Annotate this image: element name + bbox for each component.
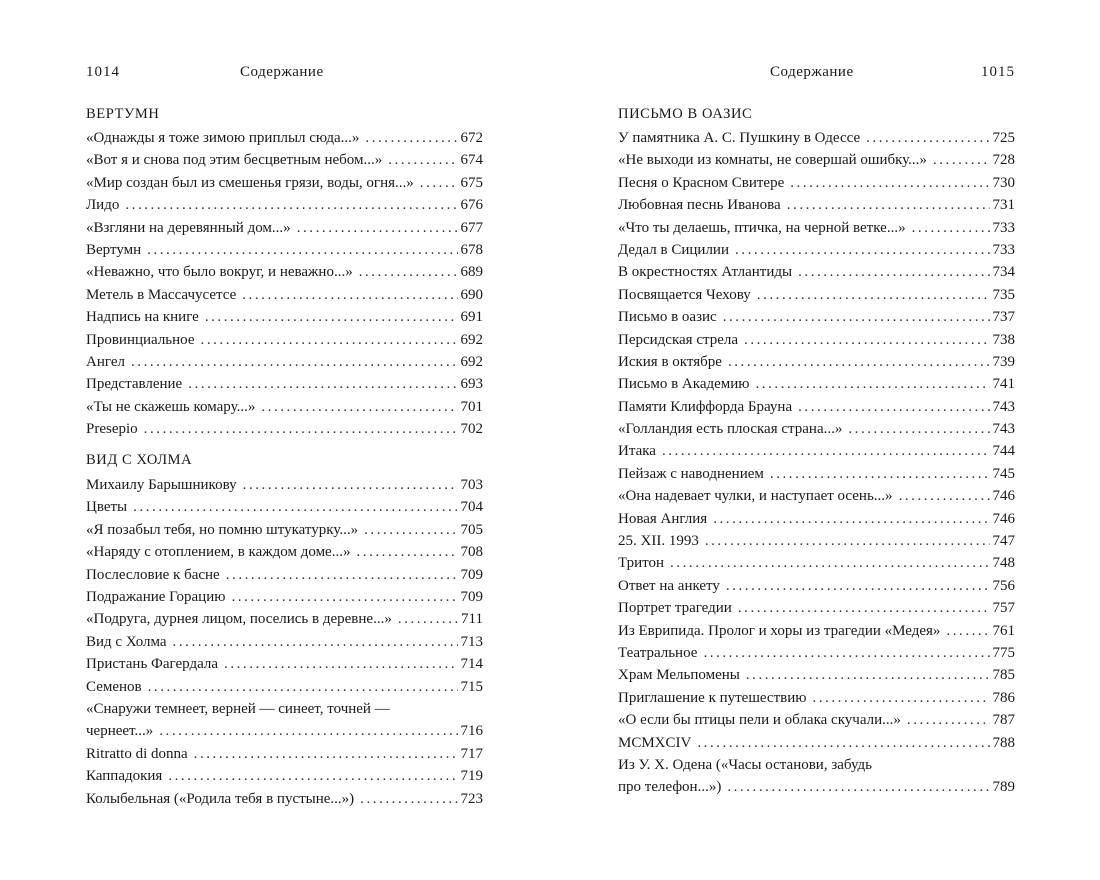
dot-leader: [231, 586, 457, 608]
toc-entry: [86, 631, 483, 653]
toc-page-number: 709: [460, 566, 483, 583]
toc-entry-title: Письмо в Академию: [618, 376, 750, 393]
toc-entry: [86, 127, 483, 149]
toc-entry: [86, 329, 483, 351]
toc-entry-title: «Я позабыл тебя, но помню штукатурку...»: [86, 521, 359, 538]
dot-leader: [188, 373, 457, 395]
toc-page-number: 714: [460, 656, 483, 673]
toc-page-number: 731: [992, 197, 1015, 214]
toc-entry-title: Цветы: [86, 499, 128, 516]
dot-leader: [907, 709, 990, 731]
page-number: 1015: [981, 64, 1015, 80]
dot-leader: [787, 194, 990, 216]
toc-list: [618, 127, 1015, 799]
dot-leader: [866, 127, 989, 149]
running-head: [86, 64, 483, 86]
toc-entry: [86, 306, 483, 328]
toc-entry: [618, 306, 1015, 328]
dot-leader: [159, 720, 457, 742]
toc-entry: [618, 373, 1015, 395]
right-page: [618, 0, 1015, 880]
dot-leader: [756, 373, 990, 395]
toc-entry: [86, 194, 483, 216]
toc-entry-title: Памяти Клиффорда Брауна: [618, 398, 793, 415]
toc-entry: [618, 530, 1015, 552]
running-head-title: Содержание: [770, 64, 854, 80]
page-number: 1014: [86, 64, 120, 80]
toc-page-number: 745: [992, 465, 1015, 482]
dot-leader: [790, 172, 989, 194]
dot-leader: [133, 496, 457, 518]
toc-entry: [618, 575, 1015, 597]
toc-entry-title: Семенов: [86, 678, 142, 695]
toc-entry-title: Из У. Х. Одена («Часы останови, забудь: [618, 756, 872, 773]
toc-entry-title: «Что ты делаешь, птичка, на черной ветке...»: [618, 219, 906, 236]
toc-page-number: 719: [460, 768, 483, 785]
toc-page-number: 713: [460, 633, 483, 650]
toc-entry: [86, 396, 483, 418]
toc-entry-title: Провинциальное: [86, 331, 195, 348]
toc-entry-title: Посвящается Чехову: [618, 286, 751, 303]
toc-page-number: 728: [992, 152, 1015, 169]
toc-entry-title: Иския в октябре: [618, 353, 722, 370]
dot-leader: [205, 306, 458, 328]
dot-leader: [723, 306, 990, 328]
toc-entry-title: «Неважно, что было вокруг, и неважно...»: [86, 264, 353, 281]
toc-entry-title: «Наряду с отоплением, в каждом доме...»: [86, 544, 351, 561]
dot-leader: [798, 396, 989, 418]
dot-leader: [420, 172, 458, 194]
toc-entry-title: Метель в Массачусетсе: [86, 286, 237, 303]
dot-leader: [770, 463, 990, 485]
toc-entry: [86, 788, 483, 810]
toc-page-number: 775: [992, 644, 1015, 661]
toc-entry-title: Из Еврипида. Пролог и хоры из трагедии «Медея»: [618, 622, 941, 639]
toc-entry-title: «Не выходи из комнаты, не совершай ошибку...»: [618, 152, 927, 169]
toc-page-number: 739: [992, 353, 1015, 370]
dot-leader: [744, 329, 989, 351]
toc-page-number: 741: [992, 376, 1015, 393]
toc-entry: [618, 687, 1015, 709]
toc-entry-title: Ответ на анкету: [618, 577, 720, 594]
toc-entry-title: «Однажды я тоже зимою приплыл сюда...»: [86, 130, 360, 146]
toc-entry: [618, 396, 1015, 418]
toc-page-number: 691: [460, 309, 483, 326]
dot-leader: [243, 474, 458, 496]
toc-entry-title: «Взгляни на деревянный дом...»: [86, 219, 291, 236]
section-title: ВЕРТУМН: [86, 106, 160, 122]
toc-page-number: 738: [992, 331, 1015, 348]
dot-leader: [735, 239, 990, 261]
dot-leader: [727, 776, 989, 798]
toc-entry: [86, 653, 483, 675]
toc-entry-title: «Она надевает чулки, и наступает осень...»: [618, 488, 893, 505]
toc-entry: [86, 474, 483, 496]
toc-entry-title: Представление: [86, 376, 183, 393]
toc-entry-title: Новая Англия: [618, 510, 708, 527]
dot-leader: [147, 239, 457, 261]
toc-entry: [86, 586, 483, 608]
dot-leader: [194, 743, 458, 765]
dot-leader: [360, 788, 457, 810]
toc-entry: [618, 485, 1015, 507]
toc-entry: [618, 284, 1015, 306]
toc-list: [86, 127, 483, 440]
dot-leader: [670, 552, 989, 574]
toc-entry: [618, 508, 1015, 530]
toc-page-number: 674: [460, 152, 483, 169]
dot-leader: [388, 149, 457, 171]
toc-entry-title: Письмо в оазис: [618, 309, 717, 326]
dot-leader: [365, 127, 457, 149]
toc-entry-title: чернеет...»: [86, 723, 154, 740]
toc-entry: [618, 217, 1015, 239]
dot-leader: [812, 687, 989, 709]
dot-leader: [261, 396, 457, 418]
toc-page-number: 709: [460, 588, 483, 605]
toc-entry-title: «Мир создан был из смешенья грязи, воды, огня...»: [86, 174, 414, 191]
toc-entry: [86, 765, 483, 787]
toc-entry-title: Ritratto di donna: [86, 745, 188, 762]
dot-leader: [144, 418, 458, 440]
toc-entry: [618, 329, 1015, 351]
toc-entry-title: Каппадокия: [86, 768, 163, 785]
toc-entry: [86, 519, 483, 541]
toc-entry: [86, 217, 483, 239]
toc-entry: [618, 351, 1015, 373]
toc-entry: [86, 351, 483, 373]
toc-page-number: 711: [461, 611, 483, 628]
toc-entry: [618, 597, 1015, 619]
toc-entry: [86, 172, 483, 194]
toc-entry-title: Лидо: [86, 197, 120, 214]
toc-page-number: 725: [992, 130, 1015, 146]
toc-page-number: 746: [992, 488, 1015, 505]
toc-entry-title: Любовная песнь Иванова: [618, 197, 781, 214]
toc-page-number: 708: [460, 544, 483, 561]
toc-entry: [618, 418, 1015, 440]
toc-entry-title: «Подруга, дурнея лицом, поселись в деревне...»: [86, 611, 392, 628]
dot-leader: [201, 329, 458, 351]
toc-entry: [618, 664, 1015, 686]
toc-entry-title: Пейзаж с наводнением: [618, 465, 764, 482]
toc-entry-title: «О если бы птицы пели и облака скучали...»: [618, 712, 901, 729]
dot-leader: [662, 440, 990, 462]
toc-entry-title: Подражание Горацию: [86, 588, 226, 605]
toc-page-number: 672: [460, 130, 483, 146]
toc-page-number: 748: [992, 555, 1015, 572]
toc-entry: [618, 440, 1015, 462]
toc-entry-title: Послесловие к басне: [86, 566, 220, 583]
toc-entry: [86, 261, 483, 283]
toc-page-number: 716: [460, 723, 483, 740]
toc-entry: [618, 261, 1015, 283]
toc-entry: [618, 642, 1015, 664]
toc-list: [86, 474, 483, 810]
toc-page-number: 756: [992, 577, 1015, 594]
dot-leader: [728, 351, 990, 373]
dot-leader: [705, 530, 990, 552]
toc-entry: [618, 463, 1015, 485]
toc-entry-title: «Голландия есть плоская страна...»: [618, 421, 843, 438]
toc-entry-title: Песня о Красном Свитере: [618, 174, 785, 191]
toc-page-number: 747: [992, 533, 1015, 550]
toc-entry: [618, 194, 1015, 216]
dot-leader: [359, 261, 458, 283]
toc-entry: [86, 373, 483, 395]
toc-page-number: 675: [460, 174, 483, 191]
dot-leader: [173, 631, 458, 653]
dot-leader: [697, 732, 989, 754]
dot-leader: [933, 149, 990, 171]
dot-leader: [168, 765, 457, 787]
toc-page-number: 735: [992, 286, 1015, 303]
toc-page-number: 744: [992, 443, 1015, 460]
dot-leader: [131, 351, 458, 373]
toc-page-number: 690: [460, 286, 483, 303]
toc-entry-title: Портрет трагедии: [618, 600, 732, 617]
toc-page-number: 733: [992, 241, 1015, 258]
dot-leader: [297, 217, 458, 239]
toc-entry-title: Итака: [618, 443, 656, 460]
toc-entry: [86, 676, 483, 698]
toc-entry: [86, 418, 483, 440]
dot-leader: [899, 485, 990, 507]
toc-page-number: 757: [992, 600, 1015, 617]
toc-page-number: 678: [460, 241, 483, 258]
dot-leader: [738, 597, 990, 619]
toc-page-number: 734: [992, 264, 1015, 281]
toc-entry-title: 25. XII. 1993: [618, 533, 699, 550]
left-page: [86, 0, 483, 880]
dot-leader: [703, 642, 989, 664]
toc-page-number: 743: [992, 398, 1015, 415]
toc-page-number: 723: [460, 790, 483, 807]
toc-entry-title: Надпись на книге: [86, 309, 199, 326]
dot-leader: [242, 284, 457, 306]
toc-entry: [86, 496, 483, 518]
toc-entry-title: У памятника А. С. Пушкину в Одессе: [618, 130, 861, 146]
toc-entry: [618, 239, 1015, 261]
toc-page-number: 785: [992, 667, 1015, 684]
toc-entry: [618, 149, 1015, 171]
toc-page-number: 789: [992, 779, 1015, 796]
toc-entry: [618, 127, 1015, 149]
dot-leader: [226, 564, 458, 586]
toc-entry: [86, 284, 483, 306]
toc-entry: [618, 732, 1015, 754]
toc-entry: [86, 149, 483, 171]
toc-page-number: 787: [992, 712, 1015, 729]
toc-page-number: 692: [460, 331, 483, 348]
toc-entry-title: Тритон: [618, 555, 665, 572]
dot-leader: [398, 608, 458, 630]
toc-page-number: 733: [992, 219, 1015, 236]
toc-entry: [618, 754, 1015, 799]
dot-leader: [713, 508, 989, 530]
toc-entry-title: Персидская стрела: [618, 331, 739, 348]
toc-entry: [618, 620, 1015, 642]
toc-page-number: 761: [992, 622, 1015, 639]
dot-leader: [125, 194, 457, 216]
toc-entry-title: Приглашение к путешествию: [618, 689, 807, 706]
toc-entry: [618, 172, 1015, 194]
toc-page-number: 705: [460, 521, 483, 538]
dot-leader: [912, 217, 990, 239]
dot-leader: [726, 575, 990, 597]
toc-entry: [86, 608, 483, 630]
toc-entry-title: Ангел: [86, 353, 125, 370]
toc-page-number: 693: [460, 376, 483, 393]
dot-leader: [224, 653, 457, 675]
toc-entry-title: «Снаружи темнеет, верней — синеет, точней —: [86, 700, 390, 717]
toc-page-number: 788: [992, 734, 1015, 751]
toc-entry-title: Presepio: [86, 421, 138, 438]
toc-entry-title: про телефон...»): [618, 779, 722, 796]
toc-entry-title: Михаилу Барышникову: [86, 477, 237, 493]
dot-leader: [848, 418, 989, 440]
dot-leader: [364, 519, 457, 541]
toc-entry: [86, 239, 483, 261]
toc-page-number: 676: [460, 197, 483, 214]
toc-entry-title: Пристань Фагердала: [86, 656, 219, 673]
section-title: ВИД С ХОЛМА: [86, 452, 193, 468]
toc-page-number: 730: [992, 174, 1015, 191]
toc-entry-title: «Вот я и снова под этим бесцветным небом...»: [86, 152, 383, 169]
toc-entry-title: «Ты не скажешь комару...»: [86, 398, 256, 415]
toc-page-number: 689: [460, 264, 483, 281]
section-title: ПИСЬМО В ОАЗИС: [618, 106, 753, 122]
running-head-title: Содержание: [240, 64, 324, 80]
toc-page-number: 743: [992, 421, 1015, 438]
toc-entry: [86, 698, 483, 743]
dot-leader: [356, 541, 457, 563]
toc-entry-title: Театральное: [618, 644, 698, 661]
toc-page-number: 786: [992, 689, 1015, 706]
toc-entry: [86, 541, 483, 563]
toc-entry: [618, 552, 1015, 574]
dot-leader: [148, 676, 458, 698]
toc-page-number: 677: [460, 219, 483, 236]
toc-page-number: 737: [992, 309, 1015, 326]
toc-entry-title: Храм Мельпомены: [618, 667, 740, 684]
dot-leader: [798, 261, 989, 283]
dot-leader: [746, 664, 990, 686]
toc-entry-title: Колыбельная («Родила тебя в пустыне...»): [86, 790, 355, 807]
toc-entry-title: В окрестностях Атлантиды: [618, 264, 793, 281]
toc-page-number: 715: [460, 678, 483, 695]
toc-entry-title: Вертумн: [86, 241, 142, 258]
toc-page-number: 717: [460, 745, 483, 762]
toc-page-number: 702: [460, 421, 483, 438]
toc-entry: [618, 709, 1015, 731]
toc-page-number: 701: [460, 398, 483, 415]
toc-page-number: 746: [992, 510, 1015, 527]
toc-page-number: 704: [460, 499, 483, 516]
toc-entry-title: Дедал в Сицилии: [618, 241, 729, 258]
toc-page-number: 692: [460, 353, 483, 370]
dot-leader: [757, 284, 990, 306]
dot-leader: [946, 620, 989, 642]
running-head: [618, 64, 1015, 86]
toc-entry-title: Вид с Холма: [86, 633, 167, 650]
toc-entry: [86, 564, 483, 586]
toc-entry-title: MCMXCIV: [618, 734, 692, 751]
toc-entry: [86, 743, 483, 765]
toc-page-number: 703: [460, 477, 483, 493]
